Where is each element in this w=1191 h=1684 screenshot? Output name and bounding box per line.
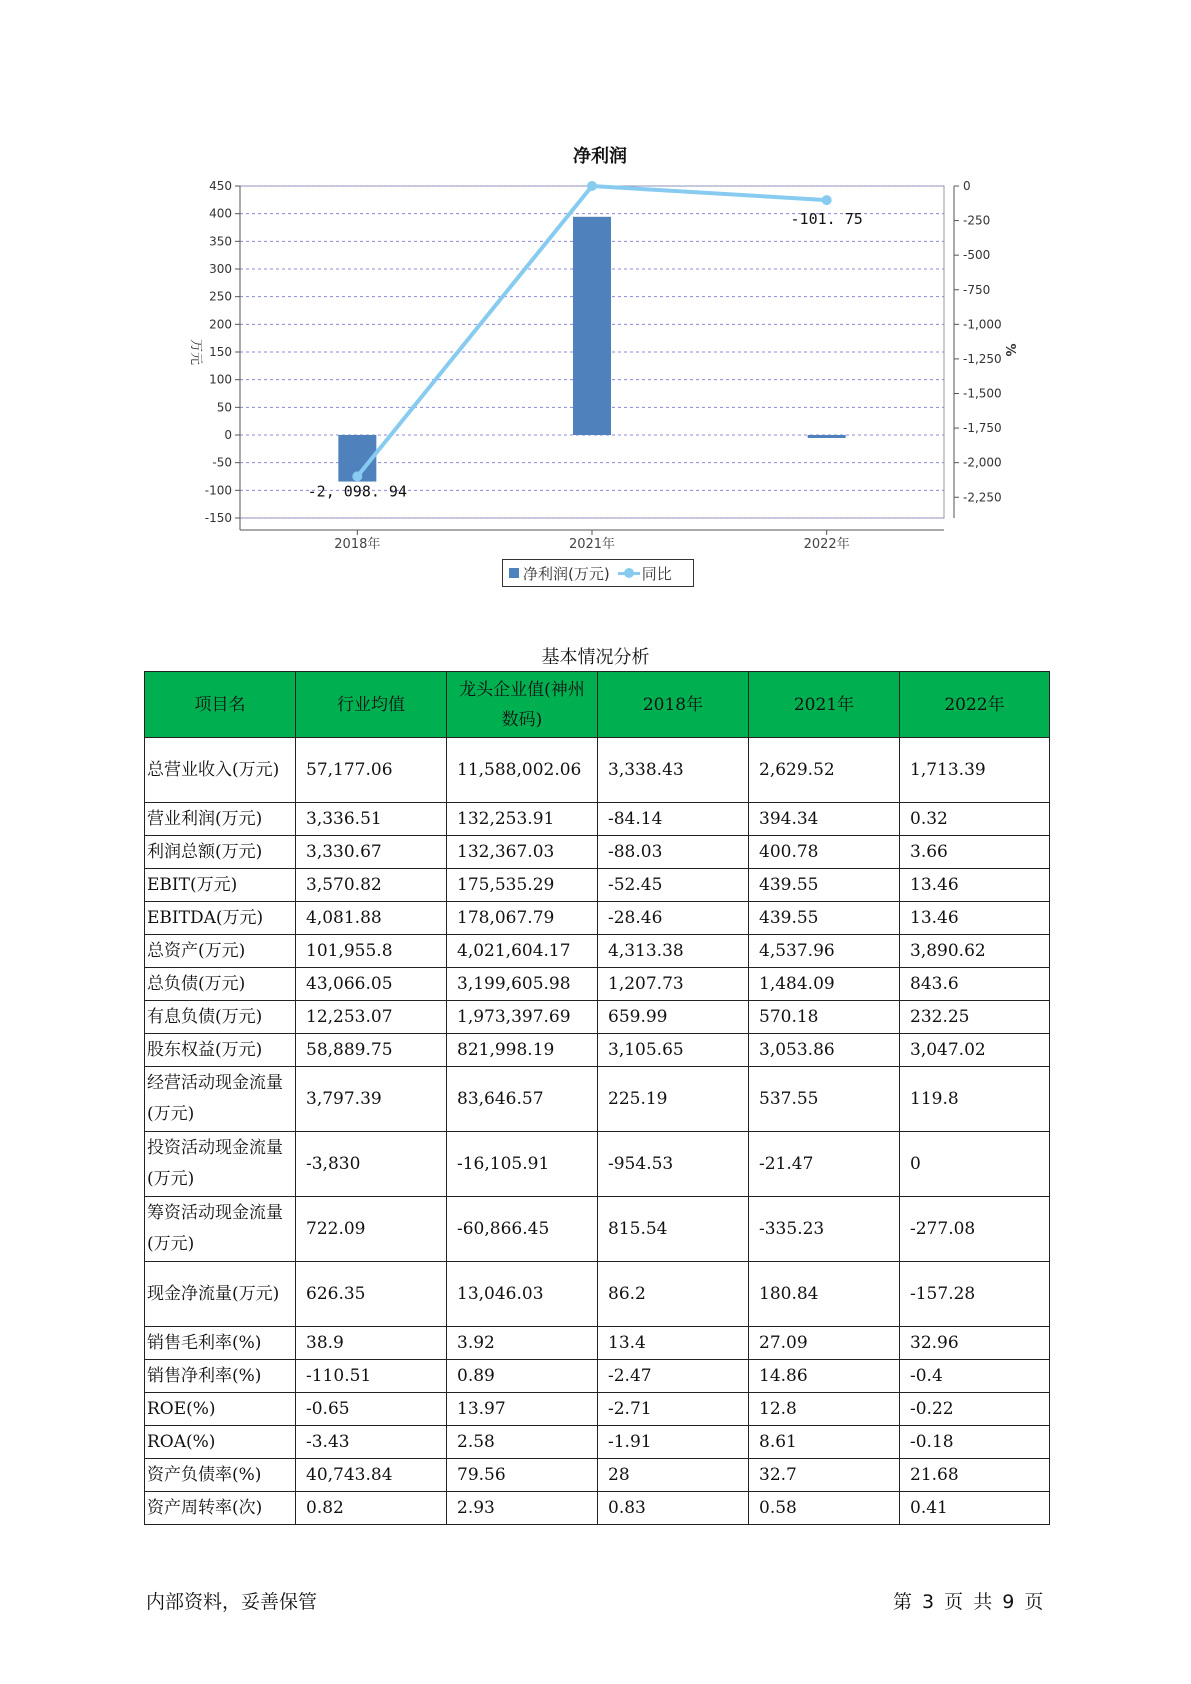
value-cell: 21.68 bbox=[900, 1459, 1050, 1492]
value-cell: 4,537.96 bbox=[749, 935, 900, 968]
net-profit-bar bbox=[808, 435, 846, 438]
value-cell: 83,646.57 bbox=[447, 1067, 598, 1132]
right-axis bbox=[954, 179, 1002, 518]
row-label-cell: 现金净流量(万元) bbox=[145, 1262, 296, 1327]
value-cell: -277.08 bbox=[900, 1197, 1050, 1262]
value-cell: 0.32 bbox=[900, 803, 1050, 836]
value-cell: -157.28 bbox=[900, 1262, 1050, 1327]
table-row bbox=[145, 1360, 1050, 1393]
value-cell: 13.4 bbox=[598, 1327, 749, 1360]
value-cell: 722.09 bbox=[296, 1197, 447, 1262]
value-cell: 821,998.19 bbox=[447, 1034, 598, 1067]
value-cell: 3,338.43 bbox=[598, 738, 749, 803]
value-cell: -0.22 bbox=[900, 1393, 1050, 1426]
table-row bbox=[145, 1327, 1050, 1360]
yoy-data-label: -2, 098. 94 bbox=[307, 482, 408, 501]
value-cell: 3.92 bbox=[447, 1327, 598, 1360]
value-cell: -84.14 bbox=[598, 803, 749, 836]
x-axis bbox=[240, 530, 944, 552]
table-row bbox=[145, 803, 1050, 836]
value-cell: 32.7 bbox=[749, 1459, 900, 1492]
value-cell: 13.97 bbox=[447, 1393, 598, 1426]
table-row bbox=[145, 869, 1050, 902]
value-cell: 0.41 bbox=[900, 1492, 1050, 1525]
value-cell: 1,484.09 bbox=[749, 968, 900, 1001]
value-cell: 537.55 bbox=[749, 1067, 900, 1132]
value-cell: 394.34 bbox=[749, 803, 900, 836]
value-cell: 3,199,605.98 bbox=[447, 968, 598, 1001]
left-tick-label: -50 bbox=[212, 455, 232, 470]
left-tick-label: 200 bbox=[209, 317, 232, 332]
value-cell: 626.35 bbox=[296, 1262, 447, 1327]
value-cell: 4,021,604.17 bbox=[447, 935, 598, 968]
value-cell: 43,066.05 bbox=[296, 968, 447, 1001]
row-label-cell: 有息负债(万元) bbox=[145, 1001, 296, 1034]
value-cell: 3,053.86 bbox=[749, 1034, 900, 1067]
table-row bbox=[145, 1262, 1050, 1327]
table-row bbox=[145, 1067, 1050, 1132]
right-tick-label: -1,500 bbox=[963, 386, 1002, 401]
row-label-cell: 筹资活动现金流量(万元) bbox=[145, 1197, 296, 1262]
value-cell: 79.56 bbox=[447, 1459, 598, 1492]
table-row bbox=[145, 1001, 1050, 1034]
net-profit-bar bbox=[573, 217, 611, 435]
value-cell: 86.2 bbox=[598, 1262, 749, 1327]
value-cell: 101,955.8 bbox=[296, 935, 447, 968]
value-cell: 3,047.02 bbox=[900, 1034, 1050, 1067]
value-cell: 132,253.91 bbox=[447, 803, 598, 836]
row-label-cell: 利润总额(万元) bbox=[145, 836, 296, 869]
value-cell: -21.47 bbox=[749, 1132, 900, 1197]
table-row bbox=[145, 1197, 1050, 1262]
value-cell: 843.6 bbox=[900, 968, 1050, 1001]
value-cell: 3,336.51 bbox=[296, 803, 447, 836]
value-cell: 27.09 bbox=[749, 1327, 900, 1360]
value-cell: -3,830 bbox=[296, 1132, 447, 1197]
legend-bar-swatch bbox=[509, 568, 519, 578]
value-cell: -0.18 bbox=[900, 1426, 1050, 1459]
value-cell: 3,105.65 bbox=[598, 1034, 749, 1067]
yoy-data-label: -101. 75 bbox=[790, 210, 863, 229]
value-cell: 40,743.84 bbox=[296, 1459, 447, 1492]
value-cell: -16,105.91 bbox=[447, 1132, 598, 1197]
value-cell: 3.66 bbox=[900, 836, 1050, 869]
header-2021: 2021年 bbox=[749, 672, 900, 738]
value-cell: 232.25 bbox=[900, 1001, 1050, 1034]
value-cell: 3,570.82 bbox=[296, 869, 447, 902]
value-cell: 175,535.29 bbox=[447, 869, 598, 902]
value-cell: -60,866.45 bbox=[447, 1197, 598, 1262]
chart-title: 净利润 bbox=[573, 146, 627, 167]
table-row bbox=[145, 1492, 1050, 1525]
row-label-cell: EBITDA(万元) bbox=[145, 902, 296, 935]
value-cell: 0.89 bbox=[447, 1360, 598, 1393]
left-tick-label: 150 bbox=[209, 345, 232, 359]
value-cell: 0.58 bbox=[749, 1492, 900, 1525]
left-tick-label: -150 bbox=[204, 511, 232, 525]
value-cell: 12,253.07 bbox=[296, 1001, 447, 1034]
value-cell: 439.55 bbox=[749, 902, 900, 935]
table-row bbox=[145, 902, 1050, 935]
value-cell: 28 bbox=[598, 1459, 749, 1492]
value-cell: 14.86 bbox=[749, 1360, 900, 1393]
value-cell: -335.23 bbox=[749, 1197, 900, 1262]
right-tick-label: -2,250 bbox=[963, 490, 1002, 505]
value-cell: 2,629.52 bbox=[749, 738, 900, 803]
right-tick-label: -750 bbox=[963, 282, 991, 297]
left-tick-label: 450 bbox=[209, 179, 232, 193]
value-cell: 32.96 bbox=[900, 1327, 1050, 1360]
right-tick-label: -500 bbox=[963, 248, 991, 263]
value-cell: 58,889.75 bbox=[296, 1034, 447, 1067]
basic-analysis-table bbox=[144, 671, 1050, 1525]
value-cell: 225.19 bbox=[598, 1067, 749, 1132]
table-row bbox=[145, 1132, 1050, 1197]
header-2022: 2022年 bbox=[900, 672, 1050, 738]
left-tick-label: 400 bbox=[209, 206, 232, 221]
value-cell: 2.93 bbox=[447, 1492, 598, 1525]
left-tick-label: 350 bbox=[209, 234, 232, 249]
table-caption: 基本情况分析 bbox=[541, 647, 650, 668]
table-row bbox=[145, 968, 1050, 1001]
value-cell: -0.65 bbox=[296, 1393, 447, 1426]
value-cell: -52.45 bbox=[598, 869, 749, 902]
table-row bbox=[145, 935, 1050, 968]
value-cell: 0.83 bbox=[598, 1492, 749, 1525]
value-cell: 0 bbox=[900, 1132, 1050, 1197]
row-label-cell: 总资产(万元) bbox=[145, 935, 296, 968]
row-label-cell: 销售净利率(%) bbox=[145, 1360, 296, 1393]
value-cell: 8.61 bbox=[749, 1426, 900, 1459]
footer-confidential: 内部资料，妥善保管 bbox=[146, 1591, 318, 1613]
value-cell: -88.03 bbox=[598, 836, 749, 869]
row-label-cell: 资产周转率(次) bbox=[145, 1492, 296, 1525]
legend-bar-label: 净利润(万元) bbox=[523, 564, 610, 583]
right-tick-label: -1,000 bbox=[963, 317, 1002, 332]
value-cell: 1,973,397.69 bbox=[447, 1001, 598, 1034]
table-row bbox=[145, 738, 1050, 803]
value-cell: 2.58 bbox=[447, 1426, 598, 1459]
net-profit-chart bbox=[0, 0, 1191, 600]
legend-line-swatch bbox=[618, 567, 640, 579]
row-label-cell: ROA(%) bbox=[145, 1426, 296, 1459]
value-cell: 13,046.03 bbox=[447, 1262, 598, 1327]
right-tick-label: -1,250 bbox=[963, 351, 1002, 366]
yoy-point bbox=[587, 181, 597, 191]
value-cell: 3,330.67 bbox=[296, 836, 447, 869]
right-tick-label: -1,750 bbox=[963, 421, 1002, 436]
header-leader-value: 龙头企业值(神州数码) bbox=[447, 672, 598, 738]
value-cell: 1,713.39 bbox=[900, 738, 1050, 803]
left-axis bbox=[205, 179, 240, 530]
table-row bbox=[145, 836, 1050, 869]
x-tick-label: 2021年 bbox=[568, 537, 616, 552]
table-header-row bbox=[145, 672, 1050, 738]
footer-page-number: 第 3 页 bbox=[893, 1591, 964, 1613]
value-cell: 1,207.73 bbox=[598, 968, 749, 1001]
yoy-point bbox=[352, 471, 362, 481]
value-cell: -0.4 bbox=[900, 1360, 1050, 1393]
value-cell: 12.8 bbox=[749, 1393, 900, 1426]
value-cell: 180.84 bbox=[749, 1262, 900, 1327]
footer-total-pages: 共 9 页 bbox=[973, 1591, 1044, 1613]
left-tick-label: -100 bbox=[204, 483, 232, 498]
value-cell: 659.99 bbox=[598, 1001, 749, 1034]
left-axis-label: 万元 bbox=[188, 338, 203, 366]
x-tick-label: 2018年 bbox=[334, 537, 381, 552]
value-cell: 11,588,002.06 bbox=[447, 738, 598, 803]
value-cell: -3.43 bbox=[296, 1426, 447, 1459]
table-body bbox=[145, 738, 1050, 1525]
value-cell: -28.46 bbox=[598, 902, 749, 935]
value-cell: 815.54 bbox=[598, 1197, 749, 1262]
row-label-cell: 投资活动现金流量(万元) bbox=[145, 1132, 296, 1197]
left-tick-label: 50 bbox=[216, 400, 232, 415]
table-row bbox=[145, 1393, 1050, 1426]
row-label-cell: 营业利润(万元) bbox=[145, 803, 296, 836]
left-tick-label: 0 bbox=[224, 428, 232, 442]
value-cell: 3,797.39 bbox=[296, 1067, 447, 1132]
chart-legend bbox=[502, 559, 694, 587]
left-tick-label: 300 bbox=[209, 262, 232, 276]
value-cell: 13.46 bbox=[900, 869, 1050, 902]
row-label-cell: 总营业收入(万元) bbox=[145, 738, 296, 803]
value-cell: 4,313.38 bbox=[598, 935, 749, 968]
table-row bbox=[145, 1459, 1050, 1492]
yoy-point bbox=[822, 195, 832, 205]
value-cell: 570.18 bbox=[749, 1001, 900, 1034]
value-cell: 13.46 bbox=[900, 902, 1050, 935]
right-axis-label: % bbox=[1002, 343, 1017, 357]
header-2018: 2018年 bbox=[598, 672, 749, 738]
row-label-cell: 股东权益(万元) bbox=[145, 1034, 296, 1067]
value-cell: 178,067.79 bbox=[447, 902, 598, 935]
row-label-cell: 经营活动现金流量(万元) bbox=[145, 1067, 296, 1132]
header-item-name: 项目名 bbox=[145, 672, 296, 738]
value-cell: 57,177.06 bbox=[296, 738, 447, 803]
value-cell: -954.53 bbox=[598, 1132, 749, 1197]
value-cell: 132,367.03 bbox=[447, 836, 598, 869]
header-industry-avg: 行业均值 bbox=[296, 672, 447, 738]
row-label-cell: 总负债(万元) bbox=[145, 968, 296, 1001]
left-tick-label: 100 bbox=[209, 372, 232, 387]
row-label-cell: 销售毛利率(%) bbox=[145, 1327, 296, 1360]
footer-page-info bbox=[893, 1587, 1043, 1614]
table-row bbox=[145, 1034, 1050, 1067]
right-tick-label: 0 bbox=[963, 179, 971, 193]
value-cell: -2.71 bbox=[598, 1393, 749, 1426]
right-tick-label: -250 bbox=[963, 213, 991, 228]
bar-series bbox=[338, 217, 845, 482]
value-cell: 0.82 bbox=[296, 1492, 447, 1525]
row-label-cell: EBIT(万元) bbox=[145, 869, 296, 902]
row-label-cell: ROE(%) bbox=[145, 1393, 296, 1426]
value-cell: 3,890.62 bbox=[900, 935, 1050, 968]
value-cell: -2.47 bbox=[598, 1360, 749, 1393]
right-tick-label: -2,000 bbox=[963, 455, 1002, 470]
table-row bbox=[145, 1426, 1050, 1459]
x-tick-label: 2022年 bbox=[803, 537, 850, 552]
value-cell: -1.91 bbox=[598, 1426, 749, 1459]
value-cell: 4,081.88 bbox=[296, 902, 447, 935]
value-cell: 439.55 bbox=[749, 869, 900, 902]
value-cell: -110.51 bbox=[296, 1360, 447, 1393]
value-cell: 400.78 bbox=[749, 836, 900, 869]
legend-line-label: 同比 bbox=[641, 564, 672, 583]
value-cell: 38.9 bbox=[296, 1327, 447, 1360]
value-cell: 119.8 bbox=[900, 1067, 1050, 1132]
row-label-cell: 资产负债率(%) bbox=[145, 1459, 296, 1492]
left-tick-label: 250 bbox=[209, 289, 232, 304]
